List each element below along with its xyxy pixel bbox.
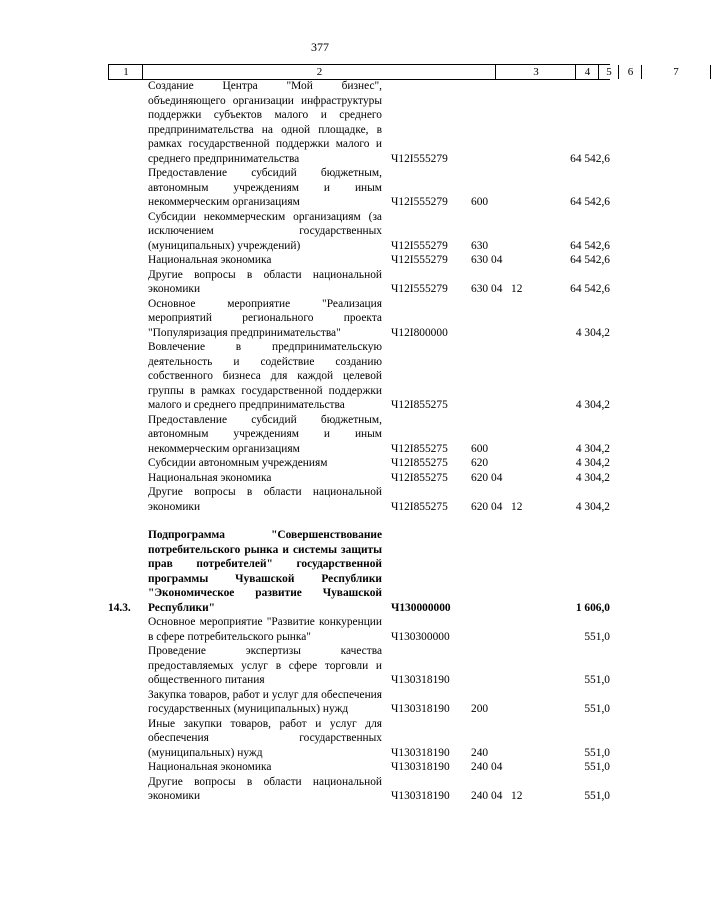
row-subsection: 12 <box>511 283 523 295</box>
table-row <box>108 528 610 615</box>
row-classification-code: Ч12I800000 <box>391 326 448 339</box>
row-classification-code: Ч130300000 <box>391 630 450 643</box>
row-amount: 4 304,2 <box>575 442 610 455</box>
row-description: Другие вопросы в области национальной экономики <box>148 775 382 802</box>
table-body <box>108 79 610 804</box>
row-classification-code: Ч12I855275 <box>391 399 448 411</box>
table-row <box>108 644 610 688</box>
row-amount: 551,0 <box>584 790 610 802</box>
row-classification-code: Ч12I855275 <box>391 442 448 455</box>
row-classification-code: Ч130318190 <box>391 790 450 802</box>
row-description: Национальная экономика <box>148 761 272 773</box>
row-expense-type: 620 <box>471 500 489 513</box>
row-description: Основное мероприятие "Развитие конкуренции в сфере потребительского рынка" <box>148 616 382 643</box>
row-classification-code: Ч12I555279 <box>391 254 448 266</box>
row-amount: 64 542,6 <box>570 152 610 165</box>
row-amount: 551,0 <box>584 703 610 715</box>
row-expense-type: 240 <box>471 790 489 802</box>
row-amount: 551,0 <box>584 630 610 643</box>
row-amount: 4 304,2 <box>575 399 610 411</box>
row-description: Предоставление субсидий бюджетным, автономным учреждениям и иным некоммерческим организациям <box>148 413 382 455</box>
row-expense-type: 630 <box>471 254 489 266</box>
table-row <box>108 413 610 457</box>
page-number: 377 <box>311 40 329 54</box>
header-col-4: 4 <box>575 65 599 79</box>
row-description: Иные закупки товаров, работ и услуг для обеспечения государственных (муниципальных) нужд <box>148 717 382 759</box>
row-classification-code: Ч130318190 <box>391 761 450 773</box>
row-description: Субсидии автономным учреждениям <box>148 457 328 469</box>
header-col-6: 6 <box>618 65 642 79</box>
row-amount: 64 542,6 <box>570 239 610 252</box>
row-expense-type: 620 <box>471 457 489 469</box>
header-col-7: 7 <box>641 65 711 79</box>
row-amount: 551,0 <box>584 746 610 759</box>
header-col-5: 5 <box>598 65 619 79</box>
row-section: 04 <box>491 761 503 773</box>
row-description: Подпрограмма "Совершенствование потребительского рынка и системы защиты прав потребителей" государственной программы Чувашской Республики "Экономическое развитие Чувашской Республики" <box>148 529 382 614</box>
row-amount: 551,0 <box>584 761 610 773</box>
row-subsection: 12 <box>511 500 523 513</box>
row-expense-type: 630 <box>471 239 489 252</box>
row-description: Основное мероприятие "Реализация мероприятий регионального проекта "Популяризация предпринимательства" <box>148 297 382 339</box>
table-header <box>108 64 679 80</box>
row-amount: 4 304,2 <box>575 457 610 469</box>
row-classification-code: Ч12I555279 <box>391 239 448 252</box>
table-row <box>108 471 610 486</box>
table-row <box>108 253 610 268</box>
row-classification-code: Ч12I855275 <box>391 500 448 513</box>
table-row <box>108 485 610 514</box>
row-amount: 1 606,0 <box>575 601 610 614</box>
table-row <box>108 297 610 341</box>
row-expense-type: 240 <box>471 746 489 759</box>
row-description: Создание Центра "Мой бизнес", объединяющего организации инфраструктуры поддержки субъектов малого и среднего предпринимательства на одной площадке, в рамках государственной поддержки малого и среднего предпринимательства <box>148 80 382 165</box>
table-row <box>108 340 610 413</box>
table-row <box>108 615 610 644</box>
row-section: 04 <box>491 790 503 802</box>
row-description: Другие вопросы в области национальной экономики <box>148 268 382 295</box>
row-expense-type: 600 <box>471 196 489 208</box>
table-row <box>108 268 610 297</box>
table-row <box>108 79 610 166</box>
row-expense-type: 630 <box>471 283 489 295</box>
row-expense-type: 200 <box>471 703 489 715</box>
header-col-2: 2 <box>142 65 496 79</box>
table-row <box>108 166 610 210</box>
row-classification-code: Ч12I855275 <box>391 457 448 469</box>
row-classification-code: Ч12I555279 <box>391 283 448 295</box>
row-expense-type: 240 <box>471 761 489 773</box>
table-row <box>108 456 610 471</box>
header-col-1: 1 <box>108 65 143 79</box>
row-section: 04 <box>491 254 503 266</box>
row-amount: 4 304,2 <box>575 500 610 513</box>
row-amount: 4 304,2 <box>575 471 610 484</box>
row-section: 04 <box>491 500 503 513</box>
row-description: Национальная экономика <box>148 471 272 484</box>
row-classification-code: Ч12I855275 <box>391 471 448 484</box>
row-classification-code: Ч130000000 <box>391 601 451 614</box>
row-description: Вовлечение в предпринимательскую деятельность и содействие созданию собственного бизнеса для каждой целевой группы в рамках государственной поддержки малого и среднего предпринимательства <box>148 341 382 411</box>
row-classification-code: Ч130318190 <box>391 703 450 715</box>
table-row <box>108 760 610 775</box>
row-amount: 64 542,6 <box>570 196 610 208</box>
table-row <box>108 210 610 254</box>
row-expense-type: 600 <box>471 442 489 455</box>
table-row <box>108 717 610 761</box>
row-classification-code: Ч130318190 <box>391 674 450 686</box>
row-amount: 64 542,6 <box>570 283 610 295</box>
row-description: Национальная экономика <box>148 254 272 266</box>
row-amount: 64 542,6 <box>570 254 610 266</box>
table-row <box>108 775 610 804</box>
table-row <box>108 688 610 717</box>
header-col-3: 3 <box>495 65 576 79</box>
row-classification-code: Ч12I555279 <box>391 152 448 165</box>
row-subsection: 12 <box>511 790 523 802</box>
row-number: 14.3. <box>108 601 131 614</box>
row-classification-code: Ч12I555279 <box>391 196 448 208</box>
row-expense-type: 620 <box>471 471 489 484</box>
row-description: Другие вопросы в области национальной экономики <box>148 486 382 513</box>
row-amount: 551,0 <box>584 674 610 686</box>
row-classification-code: Ч130318190 <box>391 746 450 759</box>
row-description: Проведение экспертизы качества предоставляемых услуг в сфере торговли и общественного питания <box>148 645 382 686</box>
row-section: 04 <box>491 471 503 484</box>
row-description: Предоставление субсидий бюджетным, автономным учреждениям и иным некоммерческим организациям <box>148 167 382 208</box>
row-description: Субсидии некоммерческим организациям (за исключением государственных (муниципальных) учреждений) <box>148 210 382 252</box>
row-section: 04 <box>491 283 503 295</box>
row-description: Закупка товаров, работ и услуг для обеспечения государственных (муниципальных) нужд <box>148 688 382 715</box>
row-amount: 4 304,2 <box>575 326 610 339</box>
